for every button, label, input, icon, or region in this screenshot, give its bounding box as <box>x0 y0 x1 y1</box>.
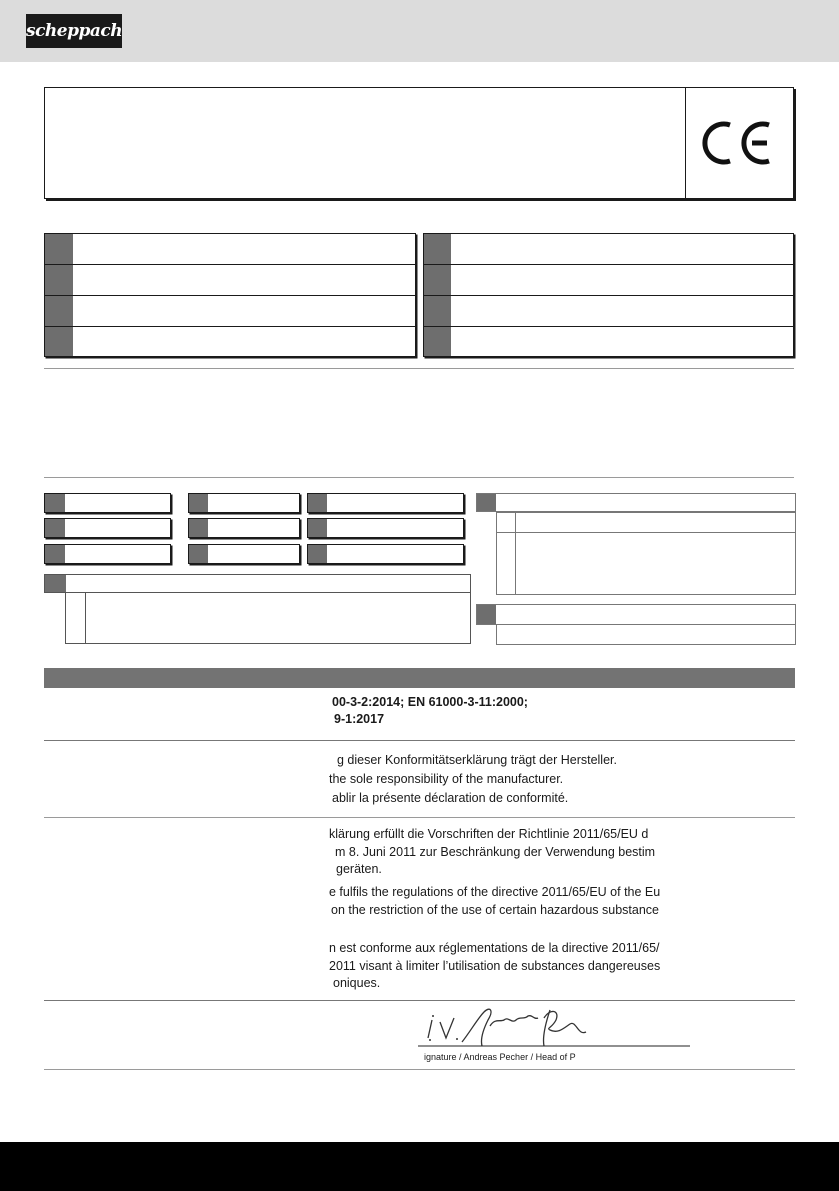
directive-box-row <box>496 624 796 645</box>
divider <box>44 740 795 741</box>
directive-square <box>189 494 208 512</box>
rohs-de-line-3: geräten. <box>336 862 382 876</box>
scheppach-logo: scheppach <box>26 14 122 48</box>
ce-mark-box <box>685 87 794 199</box>
directive-cell <box>307 493 464 513</box>
language-code-square <box>45 327 73 356</box>
rohs-fr-line-3: oniques. <box>333 976 381 990</box>
language-cell-right-4 <box>423 326 794 357</box>
directive-box-row <box>496 512 796 533</box>
language-code-square <box>424 265 451 295</box>
standards-header-bar <box>44 668 795 688</box>
directive-square <box>308 545 327 563</box>
rohs-fr-line-1: n est conforme aux réglementations de la directive 2011/65/ <box>329 941 660 955</box>
ce-mark-icon <box>686 87 795 199</box>
divider <box>44 1000 795 1001</box>
directive-box-indent <box>496 532 516 595</box>
rohs-en-line-1: e fulfils the regulations of the directive 2011/65/EU of the Eu <box>329 885 661 899</box>
directive-square <box>308 519 327 537</box>
rohs-de-line-1: klärung erfüllt die Vorschriften der Richtlinie 2011/65/EU d <box>329 827 649 841</box>
directive-square <box>45 519 65 537</box>
divider <box>44 477 794 478</box>
language-cell-left-3 <box>44 295 416 327</box>
divider <box>44 817 795 818</box>
divider <box>44 1069 795 1070</box>
declaration-title-box <box>44 87 794 199</box>
directive-box-indent <box>65 592 86 644</box>
directive-box-header <box>44 574 471 593</box>
top-bar <box>0 0 839 62</box>
language-code-square <box>45 234 73 264</box>
directive-cell <box>307 518 464 538</box>
directive-square <box>45 575 66 592</box>
language-code-square <box>45 296 73 326</box>
rohs-de-line-2: m 8. Juni 2011 zur Beschränkung der Verwendung bestim <box>335 845 656 859</box>
rohs-en-line-2: on the restriction of the use of certain hazardous substance <box>331 903 659 917</box>
handwritten-signature <box>400 1002 700 1050</box>
directive-box-header <box>476 493 796 512</box>
directive-box-indent <box>496 512 516 533</box>
language-code-square <box>45 265 73 295</box>
directive-square <box>189 519 208 537</box>
language-code-square <box>424 234 451 264</box>
language-cell-right-1 <box>423 233 794 265</box>
rohs-fr-line-2: 2011 visant à limiter l’utilisation de substances dangereuses <box>329 959 661 973</box>
language-cell-right-2 <box>423 264 794 296</box>
language-cell-right-3 <box>423 295 794 327</box>
directive-square <box>477 605 496 624</box>
directive-square <box>45 494 65 512</box>
directive-square <box>189 545 208 563</box>
directive-cell <box>307 544 464 564</box>
directive-square <box>45 545 65 563</box>
language-cell-left-4 <box>44 326 416 357</box>
language-code-square <box>424 296 451 326</box>
directive-square <box>308 494 327 512</box>
divider <box>44 368 794 369</box>
language-cell-left-1 <box>44 233 416 265</box>
directive-box-body <box>496 532 796 595</box>
directive-square <box>477 494 496 511</box>
responsibility-de: g dieser Konformitätserklärung trägt der Hersteller. <box>337 753 617 767</box>
responsibility-en: the sole responsibility of the manufacturer. <box>329 772 564 786</box>
directive-box-header <box>476 604 796 625</box>
standards-line-2: 9-1:2017 <box>334 712 385 726</box>
responsibility-fr: ablir la présente déclaration de conformité. <box>332 791 569 805</box>
language-code-square <box>424 327 451 356</box>
signature-caption: ignature / Andreas Pecher / Head of P <box>424 1052 576 1062</box>
directive-box-body <box>65 592 471 644</box>
standards-line-1: 00-3-2:2014; EN 61000-3-11:2000; <box>332 695 528 709</box>
footer-bar <box>0 1142 839 1191</box>
language-cell-left-2 <box>44 264 416 296</box>
